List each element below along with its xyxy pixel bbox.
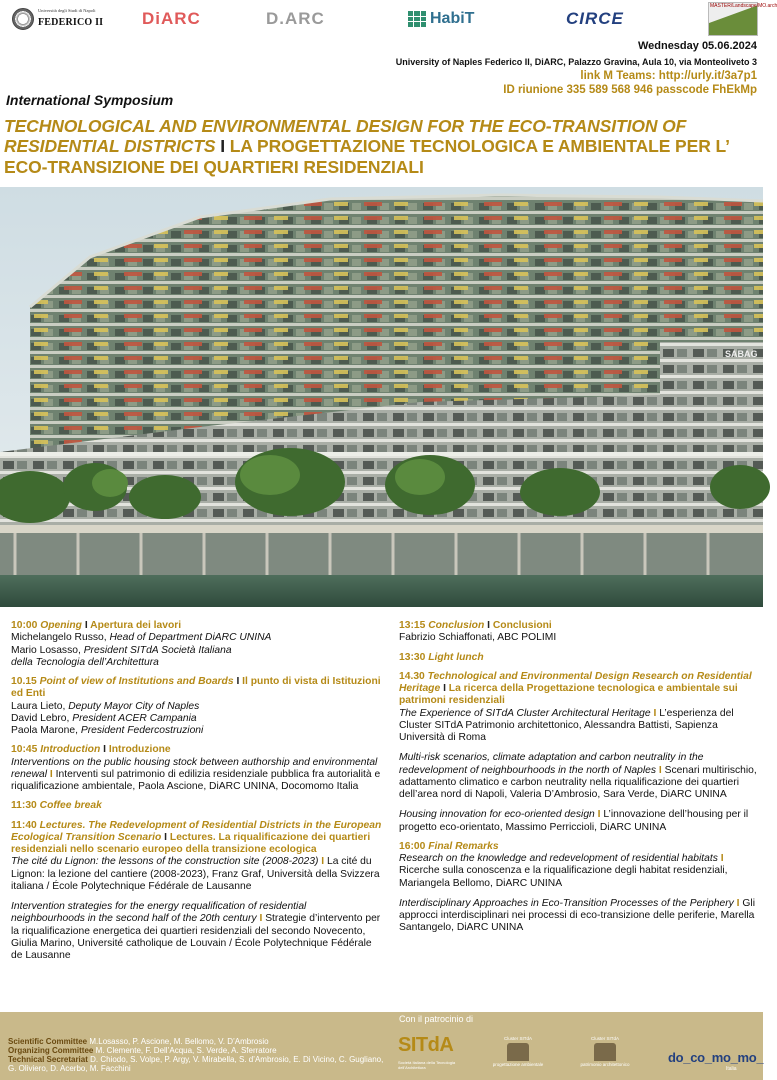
sitda-logo: SITdA — [398, 1034, 454, 1056]
session-title: Conclusion — [428, 620, 485, 631]
cluster-logo-subtitle: progettazione ambientale — [492, 1062, 544, 1067]
talk-details: La cité du Lignon: la lezione del cantiere (2008-2023), Franz Graf, Università della Svizzera italiana / École Polytechnique Fédérale de Lausanne — [11, 856, 380, 892]
speaker-role: della Tecnologia dell’Architettura — [11, 656, 159, 668]
committee-members: D. Chiodo, S. Volpe, P. Argy, V. Mirabella, S. d’Ambrosio, E. Di Vicino, C. Gugliano, G. Oliviero, D. Acerbo, M. Facchini — [8, 1054, 384, 1073]
cluster-logo-subtitle: patrimonio architettonico — [580, 1062, 630, 1067]
title-italian: LA PROGETTAZIONE TECNOLOGICA E AMBIENTALE PER L’ ECO-TRANSIZIONE DEI QUARTIERI RESIDENZIALI — [4, 136, 729, 177]
speaker: Laura Lieto, — [11, 700, 69, 712]
session-title: Opening — [40, 620, 82, 631]
talk-details: L’esperienza del Cluster SITdA Patrimonio architettonico, Alessandra Battisti, Sapienza Università di Roma — [399, 707, 734, 743]
session-time: 10:45 — [11, 744, 41, 756]
darc-logo: D.ARC — [266, 9, 325, 28]
talk-title-en: The Experience of SITdA Cluster Architectural Heritage — [399, 707, 651, 719]
talk-details: Interventi sul patrimonio di edilizia residenziale pubblica fra autorialità e riqualificazione ambientale, Paola Ascione, DiARC UNINA, Docomomo Italia — [11, 768, 381, 792]
talk-details: Ricerche sulla conoscenza e la riqualificazione degli habitat residenziali, Mariangela Bellomo, DiARC UNINA — [399, 865, 728, 889]
speaker-role: Head of Department DiARC UNINA — [109, 632, 272, 644]
teams-link[interactable]: link M Teams: http://urly.it/3a7p1 — [580, 70, 757, 82]
talk-details: Strategie d’intervento per la riqualificazione energetica dei quartieri residenziali del secondo Novecento, Giulia Marino, Université catholique de Louvain / École Polytechnique Fédérale de Lausanne — [11, 913, 381, 961]
session-time: 14.30 — [399, 670, 428, 682]
cluster-building-icon — [594, 1043, 616, 1061]
cluster-logo-heritage — [570, 1036, 640, 1074]
diarc-logo: DiARC — [142, 9, 201, 28]
building-sign: SABAG — [725, 349, 758, 359]
separator: I — [440, 683, 449, 694]
habit-logo — [408, 6, 474, 32]
session-time: 11:40 — [11, 819, 40, 831]
committee-credits — [8, 1038, 393, 1074]
title-english: TECHNOLOGICAL AND ENVIRONMENTAL DESIGN FOR THE ECO-TRANSITION OF RESIDENTIAL DISTRICTS — [4, 116, 687, 157]
session-time: 13:15 — [399, 620, 429, 631]
separator: I — [656, 764, 665, 776]
separator: I — [161, 831, 170, 843]
meeting-id: ID riunione 335 589 568 946 passcode FhEkMp — [503, 84, 757, 96]
cluster-logo-label: Cluster SITdA — [503, 1036, 532, 1041]
session-time: 13:30 — [399, 651, 429, 663]
session-title: Introduction — [40, 744, 101, 756]
session-title-it: Conclusioni — [492, 620, 552, 631]
session-lectures — [11, 820, 383, 963]
unina-logo-text: FEDERICO II — [38, 17, 104, 29]
building-photo — [0, 187, 763, 607]
session-title: Lectures. The Redevelopment of Residential Districts in the European Ecological Transition Scenario — [11, 819, 382, 843]
session-time: 11:30 — [11, 800, 40, 812]
master-logo: MASTER/Landscape/MO.arch — [708, 2, 758, 36]
talk-title-en: Intervention strategies for the energy requalification of residential neighbourhoods in the second half of the 20th century — [11, 901, 307, 925]
talk-title-en: Research on the knowledge and redevelopment of residential habitats — [399, 853, 718, 864]
separator: I — [484, 620, 493, 631]
program-left-column — [11, 620, 383, 969]
talk-details: L’innovazione dell’housing per il progetto eco-orientato, Massimo Perriccioli, DiARC UNINA — [399, 809, 749, 833]
separator: I — [100, 744, 109, 756]
speaker: Michelangelo Russo, — [11, 632, 110, 644]
session-conclusion — [399, 620, 757, 645]
cluster-logo-environmental — [488, 1036, 548, 1074]
session-title: Light lunch — [428, 651, 484, 663]
university-seal-icon — [12, 8, 34, 30]
page-title — [4, 116, 762, 177]
talk-details: Gli approcci interdisciplinari nei processi di eco-transizione delle periferie, Marella Santangelo, DiARC UNINA — [399, 897, 755, 934]
session-final-remarks — [399, 841, 757, 935]
habit-grid-icon — [408, 11, 426, 27]
session-title: Technological and Environmental Design Research on Residential Heritage — [399, 670, 752, 694]
habit-logo-text: HabiT — [430, 10, 475, 27]
title-separator: I — [215, 136, 230, 157]
committee-members: M.Losasso, P. Ascione, M. Bellomo, V. D’Ambrosio — [89, 1037, 269, 1046]
session-time: 10:00 — [11, 620, 41, 631]
committee-label: Technical Secretariat — [8, 1054, 91, 1064]
session-introduction — [11, 744, 383, 793]
talk-details: Scenari multirischio, adattamento climatico e carbon neutrality nella riqualificazione dei quartieri dell’area nord di Napoli, Valeria D’Ambrosio, Sara Verde, DiARC UNINA — [399, 764, 757, 800]
patronage-label: Con il patrocinio di — [399, 1014, 474, 1024]
session-title: Point of view of Institutions and Boards — [39, 676, 234, 687]
committee-members: M. Clemente, F. Dell’Acqua, S. Verde, A. Sferratore — [95, 1045, 277, 1055]
event-date: Wednesday 05.06.2024 — [637, 40, 757, 52]
unina-logo — [12, 6, 104, 32]
separator: I — [733, 897, 743, 909]
session-title-it: Introduzione — [108, 744, 171, 756]
separator: I — [256, 913, 266, 925]
talk-title-en: Interventions on the public housing stock between authorship and environmental renewal — [11, 756, 378, 780]
speaker: David Lebro, — [11, 712, 73, 724]
session-opening — [11, 620, 383, 669]
circe-logo: CIRCE — [566, 9, 624, 28]
session-title-it: Il punto di vista di Istituzioni ed Enti — [11, 676, 381, 700]
session-title: Coffee break — [39, 800, 102, 812]
separator: I — [47, 768, 56, 780]
talk-title-en: Interdisciplinary Approaches in Eco-Transition Processes of the Periphery — [399, 897, 734, 909]
cluster-logo-label: Cluster SITdA — [590, 1036, 619, 1041]
session-coffee-break — [11, 800, 383, 812]
unina-logo-small-text: Università degli Studi di Napoli — [38, 7, 96, 13]
committee-label: Organizing Committee — [8, 1045, 96, 1055]
session-lunch — [399, 652, 757, 664]
docomomo-logo: do_co_mo_mo_ — [668, 1050, 764, 1065]
talk-title-en: Multi-risk scenarios, climate adaptation and carbon neutrality in the redevelopment of neighbourhoods in the north of Naples — [399, 752, 704, 776]
talk-title-en: Housing innovation for eco-oriented design — [399, 809, 595, 821]
separator: I — [318, 856, 327, 868]
session-institutions — [11, 676, 383, 737]
speaker-role: President SITdA Società Italiana — [83, 644, 232, 656]
session-time: 16:00 — [399, 840, 429, 852]
speaker: Mario Losasso, — [11, 644, 84, 656]
separator: I — [81, 620, 91, 631]
separator: I — [717, 853, 724, 864]
event-address: University of Naples Federico II, DiARC, Palazzo Gravina, Aula 10, via Monteoliveto 3 — [395, 57, 757, 67]
talk-title-en: The cité du Lignon: the lessons of the construction site (2008-2023) — [11, 856, 319, 868]
speaker: Paola Marone, — [11, 725, 81, 736]
sitda-logo-subtitle: Società Italiana della Tecnologia dell’Architettura — [398, 1060, 456, 1070]
session-title-it: Apertura dei lavori — [90, 620, 182, 631]
session-title-it: La ricerca della Progettazione tecnologica e ambientale sui patrimoni residenziali — [399, 683, 738, 707]
session-time: 10.15 — [11, 676, 40, 687]
speaker-role: President ACER Campania — [72, 712, 197, 724]
speaker: Fabrizio Schiaffonati, ABC POLIMI — [399, 632, 557, 644]
separator: I — [650, 707, 660, 719]
session-research — [399, 671, 757, 834]
separator: I — [233, 676, 243, 687]
separator: I — [594, 809, 604, 821]
cluster-building-icon — [507, 1043, 529, 1061]
docomomo-logo-subtitle: Italia — [726, 1066, 737, 1072]
symposium-label: International Symposium — [6, 92, 174, 108]
committee-label: Scientific Committee — [8, 1037, 90, 1046]
program-right-column — [399, 620, 757, 942]
speaker-role: Deputy Mayor City of Naples — [68, 700, 200, 712]
session-title-it: Lectures. La riqualificazione dei quartieri residenziali nello scenario europeo della transizione ecologica — [11, 831, 371, 855]
session-title: Final Remarks — [428, 840, 499, 852]
speaker-role: President Federcostruzioni — [80, 725, 204, 736]
